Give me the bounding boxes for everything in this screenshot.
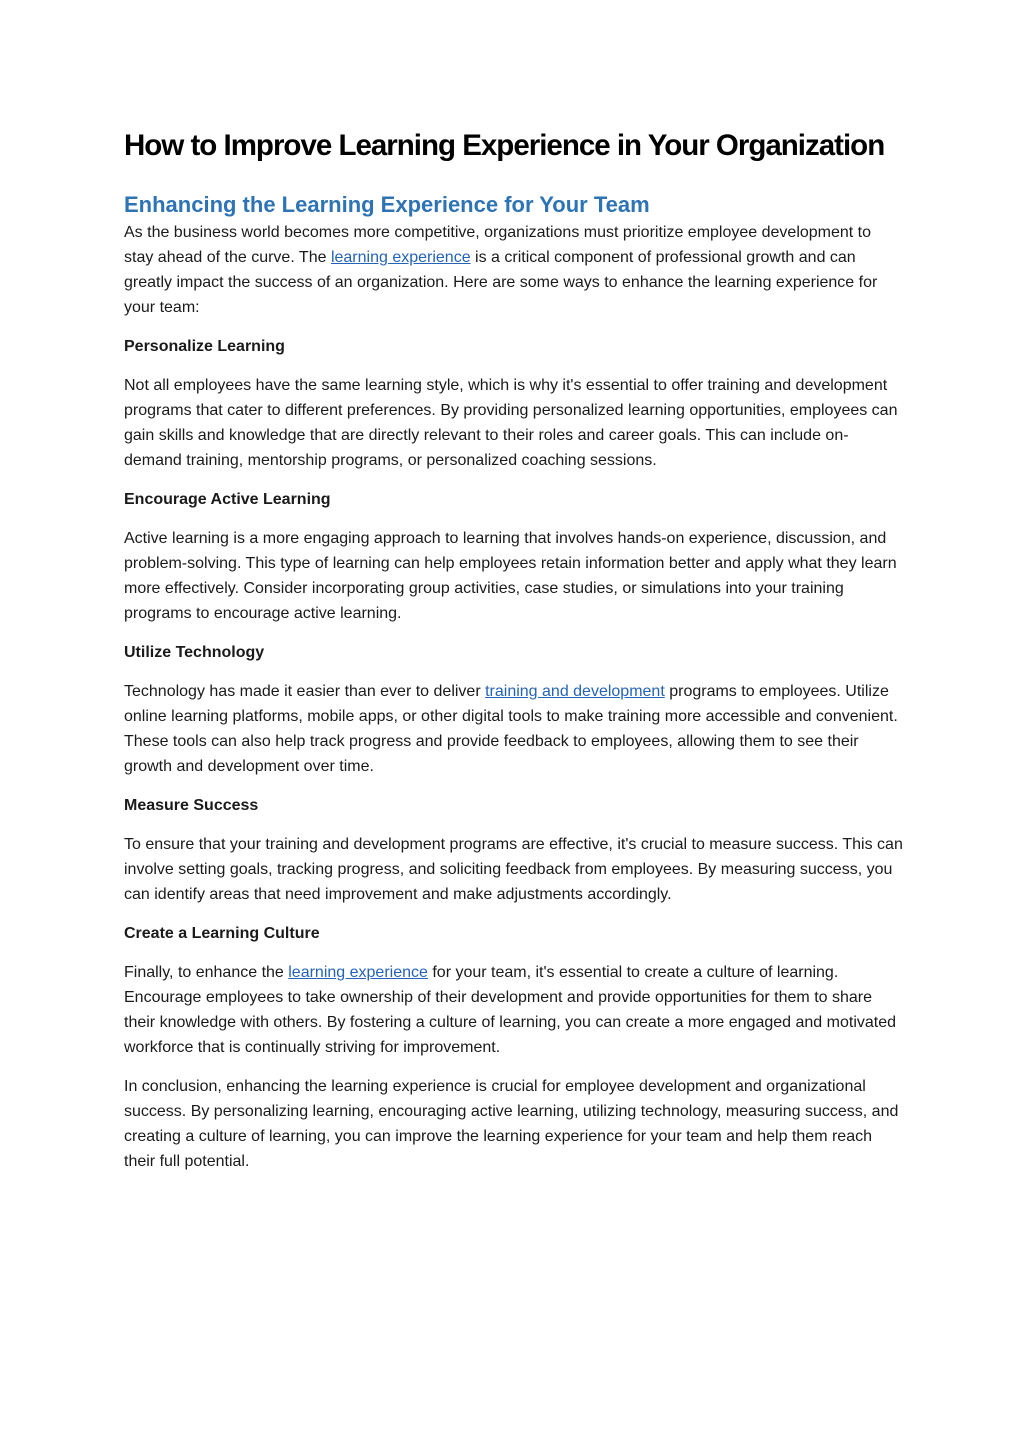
section-heading-technology: Utilize Technology bbox=[124, 644, 265, 661]
section-body-technology bbox=[124, 679, 904, 779]
section-heading-active-learning: Encourage Active Learning bbox=[124, 491, 331, 508]
technology-text-before: Technology has made it easier than ever to deliver bbox=[124, 683, 486, 700]
intro-paragraph bbox=[124, 220, 904, 320]
section-heading-personalize: Personalize Learning bbox=[124, 338, 285, 355]
section-body-measure-success: To ensure that your training and development programs are effective, it's crucial to measure success. This can involve setting goals, tracking progress, and soliciting feedback from employees. By measuring success, you can identify areas that need improvement and make adjustments accordingly. bbox=[124, 836, 903, 903]
document-page bbox=[124, 124, 904, 1174]
intro-text-after: is a critical component of professional growth and can greatly impact the success of an organization. Here are some ways to enhance the learning experience for your team: bbox=[124, 249, 878, 316]
page-subtitle: Enhancing the Learning Experience for Your Team bbox=[124, 192, 650, 217]
learning-experience-link-2[interactable]: learning experience bbox=[288, 964, 428, 981]
section-body-active-learning: Active learning is a more engaging approach to learning that involves hands-on experience, discussion, and problem-solving. This type of learning can help employees retain information better and apply what they learn more effectively. Consider incorporating group activities, case studies, or simulations into your training programs to encourage active learning. bbox=[124, 530, 897, 622]
section-body-learning-culture bbox=[124, 960, 904, 1060]
learning-experience-link[interactable]: learning experience bbox=[330, 249, 471, 266]
technology-text-after: programs to employees. Utilize online learning platforms, mobile apps, or other digital tools to make training more accessible and convenient. These tools can also help track progress and provide feedback to employees, allowing them to see their growth and development over time. bbox=[124, 683, 898, 775]
conclusion-paragraph: In conclusion, enhancing the learning experience is crucial for employee development and organizational success. By personalizing learning, encouraging active learning, utilizing technology, measuring success, and creating a culture of learning, you can improve the learning experience for your team and help them reach their full potential. bbox=[124, 1078, 899, 1170]
intro-text-before: As the business world becomes more competitive, organizations must prioritize employee development to stay ahead of the curve. The bbox=[124, 224, 872, 266]
page-title: How to Improve Learning Experience in Your Organization bbox=[124, 129, 885, 162]
culture-text-before: Finally, to enhance the bbox=[124, 964, 289, 981]
section-heading-measure-success: Measure Success bbox=[124, 797, 259, 814]
training-and-development-link[interactable]: training and development bbox=[485, 683, 665, 700]
section-body-personalize: Not all employees have the same learning style, which is why it's essential to offer training and development programs that cater to different preferences. By providing personalized learning opportunities, employees can gain skills and knowledge that are directly relevant to their roles and career goals. This can include on-demand training, mentorship programs, or personalized coaching sessions. bbox=[124, 377, 898, 469]
section-heading-learning-culture: Create a Learning Culture bbox=[124, 925, 320, 942]
culture-text-after: for your team, it's essential to create a culture of learning. Encourage employees to take ownership of their development and provide opportunities for them to share their knowledge with others. By fostering a culture of learning, you can create a more engaged and motivated workforce that is continually striving for improvement. bbox=[124, 964, 897, 1056]
